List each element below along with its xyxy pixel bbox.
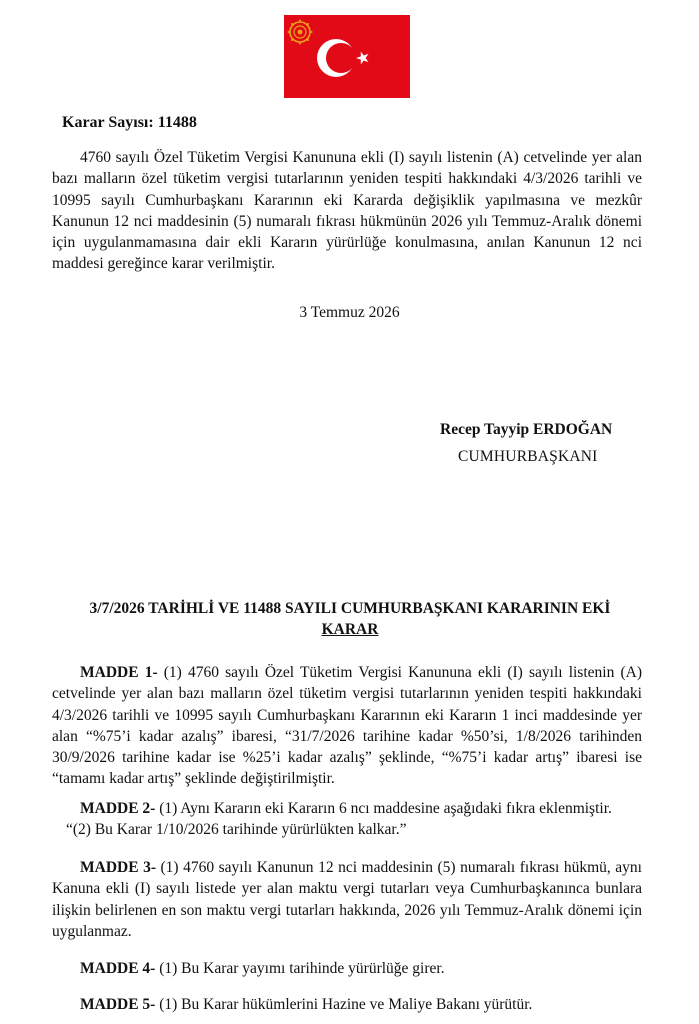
signer-name: Recep Tayyip ERDOĞAN [440, 421, 613, 438]
article-2-text: (1) Aynı Kararın eki Kararın 6 ncı maddesine aşağıdaki fıkra eklenmiştir. [155, 800, 612, 817]
article-4-text: (1) Bu Karar yayımı tarihinde yürürlüğe girer. [155, 960, 445, 977]
decision-date: 3 Temmuz 2026 [299, 304, 400, 321]
article-1-label: MADDE 1- [80, 664, 158, 681]
article-3 [52, 857, 642, 942]
annex-heading [30, 598, 670, 640]
article-3-text: (1) 4760 sayılı Kanunun 12 nci maddesinin (5) numaralı fıkrası hükmü, aynı Kanuna ekli (I) sayılı listede yer alan maktu vergi tutarları veya Cumhurbaşkanınca bunlara ilişkin belirlenen en son maktu vergi tutarları hakkında, 2026 yılı Temmuz-Aralık dönemi için uygulanmaz. [52, 859, 642, 940]
article-5-label: MADDE 5- [80, 996, 156, 1013]
article-4-label: MADDE 4- [80, 960, 156, 977]
intro-paragraph: 4760 sayılı Özel Tüketim Vergisi Kanununa ekli (I) sayılı listenin (A) cetvelinde yer alan bazı malların özel tüketim vergisi tutarlarının yeniden tespiti hakkındaki 4/3/2026 tarihli ve 10995 sayılı Cumhurbaşkanı Kararının eki Kararda değişiklik yapılmasına ve mezkûr Kanunun 12 nci maddesinin (5) numaralı fıkrası hükmünün 2026 yılı Temmuz-Aralık dönemi için uygulanmamasına dair ekli Kararın yürürlüğe konulmasına, anılan Kanunun 12 nci maddesi gereğince karar verilmiştir. [52, 149, 642, 273]
decision-number: Karar Sayısı: 11488 [62, 114, 197, 131]
turkish-flag-graphic [284, 15, 410, 98]
article-5-text: (1) Bu Karar hükümlerini Hazine ve Maliye Bakanı yürütür. [155, 996, 533, 1013]
annex-heading-line1: 3/7/2026 TARİHLİ VE 11488 SAYILI CUMHURBAŞKANI KARARININ EKİ [89, 600, 611, 617]
article-1 [52, 662, 642, 790]
article-5 [52, 994, 642, 1015]
article-1-text: (1) 4760 sayılı Özel Tüketim Vergisi Kanununa ekli (I) sayılı listenin (A) cetvelinde yer alan bazı malların özel tüketim vergisi tutarlarının yeniden tespiti hakkındaki 4/3/2026 tarihli ve 10995 sayılı Cumhurbaşkanı Kararının eki Kararın 1 inci maddesinde yer alan “%75’i kadar azalış” ibaresi, “31/7/2026 tarihine kadar %50’si, 1/8/2026 tarihinden 30/9/2026 tarihine kadar ise %25’i kadar azalış” şeklinde, “%75’i kadar artış” ibaresi ise “tamamı kadar artış” şeklinde değiştirilmiştir. [52, 664, 642, 788]
signer-title: CUMHURBAŞKANI [458, 448, 598, 465]
article-2-added-clause: “(2) Bu Karar 1/10/2026 tarihinde yürürlükten kalkar.” [66, 821, 407, 839]
annex-heading-line2: KARAR [321, 621, 379, 638]
article-2 [52, 798, 642, 841]
article-3-label: MADDE 3- [80, 859, 156, 876]
article-2-label: MADDE 2- [80, 800, 156, 817]
turkish-flag-icon [284, 15, 410, 98]
article-4 [52, 958, 642, 979]
